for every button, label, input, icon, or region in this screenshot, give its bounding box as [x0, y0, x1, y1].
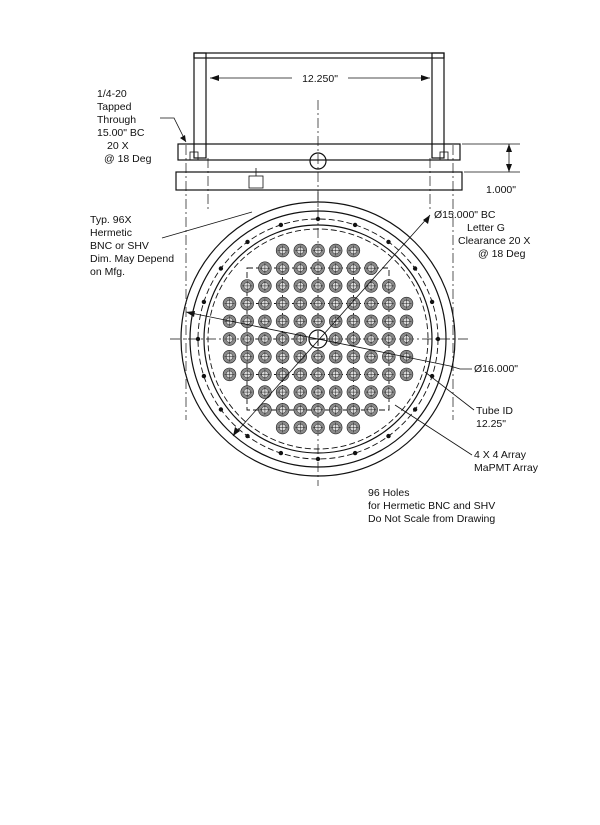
- connector-hole: [365, 386, 378, 399]
- connector-hole: [294, 280, 307, 293]
- connector-hole: [241, 333, 254, 346]
- tapped-callout: 1/4-20 Tapped Through 15.00" BC 20 X @ 18 Deg: [97, 88, 152, 165]
- height-dim-label: 1.000": [486, 184, 517, 196]
- connector-hole: [294, 421, 307, 434]
- connector-hole: [312, 262, 325, 275]
- connector-hole: [259, 297, 272, 310]
- connector-hole: [223, 297, 236, 310]
- connector-hole: [276, 421, 289, 434]
- connector-detail: [249, 176, 263, 188]
- connector-hole: [312, 350, 325, 363]
- connector-hole: [365, 262, 378, 275]
- hermetic-callout: Typ. 96X Hermetic BNC or SHV Dim. May Depend on Mfg.: [90, 214, 175, 278]
- connector-hole: [276, 403, 289, 416]
- connector-hole: [400, 315, 413, 328]
- connector-hole: [276, 297, 289, 310]
- connector-hole: [312, 315, 325, 328]
- connector-hole: [365, 297, 378, 310]
- connector-hole: [347, 403, 360, 416]
- dia16-label: Ø16.000": [474, 363, 519, 375]
- connector-hole: [259, 333, 272, 346]
- bolt-hole: [316, 217, 320, 221]
- connector-hole: [312, 280, 325, 293]
- connector-hole: [329, 368, 342, 381]
- lower-plate: [176, 172, 462, 190]
- connector-hole: [294, 297, 307, 310]
- bolt-hole: [279, 223, 283, 227]
- bolt-hole: [413, 407, 417, 411]
- connector-hole: [329, 262, 342, 275]
- connector-hole: [312, 297, 325, 310]
- top-view-callouts: [90, 209, 539, 525]
- bolt-hole: [196, 337, 200, 341]
- connector-hole: [294, 315, 307, 328]
- bolt-hole: [219, 266, 223, 270]
- connector-hole: [347, 244, 360, 257]
- bolt-hole: [353, 223, 357, 227]
- array-callout: 4 X 4 Array MaPMT Array: [474, 449, 538, 474]
- bc-clearance-callout: Ø15.000" BC Letter G Clearance 20 X @ 18 Deg: [434, 209, 531, 260]
- connector-hole: [312, 403, 325, 416]
- connector-hole: [329, 386, 342, 399]
- bolt-hole: [202, 374, 206, 378]
- connector-hole: [241, 386, 254, 399]
- connector-hole: [347, 368, 360, 381]
- dia16-arrow-left: [186, 311, 195, 317]
- connector-hole: [276, 244, 289, 257]
- connector-hole: [329, 297, 342, 310]
- connector-hole: [400, 368, 413, 381]
- connector-hole: [294, 350, 307, 363]
- connector-hole: [241, 297, 254, 310]
- bolt-hole: [316, 457, 320, 461]
- connector-hole: [347, 297, 360, 310]
- connector-hole: [347, 315, 360, 328]
- connector-hole: [276, 280, 289, 293]
- notes: 96 Holes for Hermetic BNC and SHV Do Not Scale from Drawing: [368, 487, 496, 525]
- bolt-hole: [245, 240, 249, 244]
- bolt-hole: [386, 434, 390, 438]
- bolt-hole: [386, 240, 390, 244]
- connector-hole: [276, 262, 289, 275]
- connector-hole: [312, 368, 325, 381]
- tube-id-callout: Tube ID 12.25": [476, 405, 513, 430]
- connector-hole: [312, 421, 325, 434]
- connector-hole: [294, 386, 307, 399]
- connector-hole: [382, 386, 395, 399]
- connector-hole: [382, 368, 395, 381]
- top-view: [170, 192, 472, 486]
- connector-hole: [347, 386, 360, 399]
- connector-hole: [312, 386, 325, 399]
- width-dim-label: 12.250": [302, 73, 338, 85]
- connector-hole: [365, 315, 378, 328]
- connector-hole: [276, 333, 289, 346]
- connector-hole: [382, 280, 395, 293]
- bolt-hole: [430, 300, 434, 304]
- bolt-hole: [245, 434, 249, 438]
- connector-hole: [241, 368, 254, 381]
- bolt-hole: [279, 451, 283, 455]
- connector-hole: [382, 297, 395, 310]
- tube-right-wall: [432, 53, 444, 158]
- bolt-hole: [436, 337, 440, 341]
- connector-hole: [329, 244, 342, 257]
- connector-hole: [276, 350, 289, 363]
- bolt-hole: [202, 300, 206, 304]
- connector-hole: [223, 368, 236, 381]
- connector-hole: [259, 386, 272, 399]
- connector-hole: [241, 280, 254, 293]
- connector-hole: [365, 368, 378, 381]
- connector-hole: [276, 386, 289, 399]
- connector-hole: [347, 333, 360, 346]
- connector-hole: [382, 333, 395, 346]
- connector-hole: [294, 368, 307, 381]
- connector-hole: [329, 421, 342, 434]
- connector-hole: [347, 421, 360, 434]
- upper-flange: [178, 144, 460, 160]
- connector-hole: [382, 315, 395, 328]
- connector-hole: [312, 244, 325, 257]
- bolt-hole: [353, 451, 357, 455]
- connector-hole: [259, 262, 272, 275]
- connector-hole: [365, 403, 378, 416]
- connector-hole: [259, 350, 272, 363]
- connector-hole: [365, 333, 378, 346]
- connector-hole: [259, 280, 272, 293]
- connector-hole: [294, 244, 307, 257]
- connector-hole: [329, 350, 342, 363]
- connector-hole: [276, 315, 289, 328]
- hermetic-leader: [162, 212, 252, 238]
- tube-left-wall: [194, 53, 206, 158]
- connector-hole: [259, 315, 272, 328]
- connector-hole: [347, 262, 360, 275]
- connector-hole: [347, 350, 360, 363]
- bolt-hole: [219, 407, 223, 411]
- connector-hole: [223, 350, 236, 363]
- connector-hole: [347, 280, 360, 293]
- connector-hole: [329, 280, 342, 293]
- connector-hole: [241, 350, 254, 363]
- connector-hole: [329, 403, 342, 416]
- connector-hole: [294, 262, 307, 275]
- connector-hole: [365, 350, 378, 363]
- connector-hole: [276, 368, 289, 381]
- connector-hole: [400, 297, 413, 310]
- bolt-hole: [413, 266, 417, 270]
- connector-hole: [259, 368, 272, 381]
- connector-hole: [223, 333, 236, 346]
- side-view: [97, 53, 520, 210]
- connector-hole: [294, 403, 307, 416]
- tube-top-edge: [194, 53, 444, 58]
- connector-hole: [400, 333, 413, 346]
